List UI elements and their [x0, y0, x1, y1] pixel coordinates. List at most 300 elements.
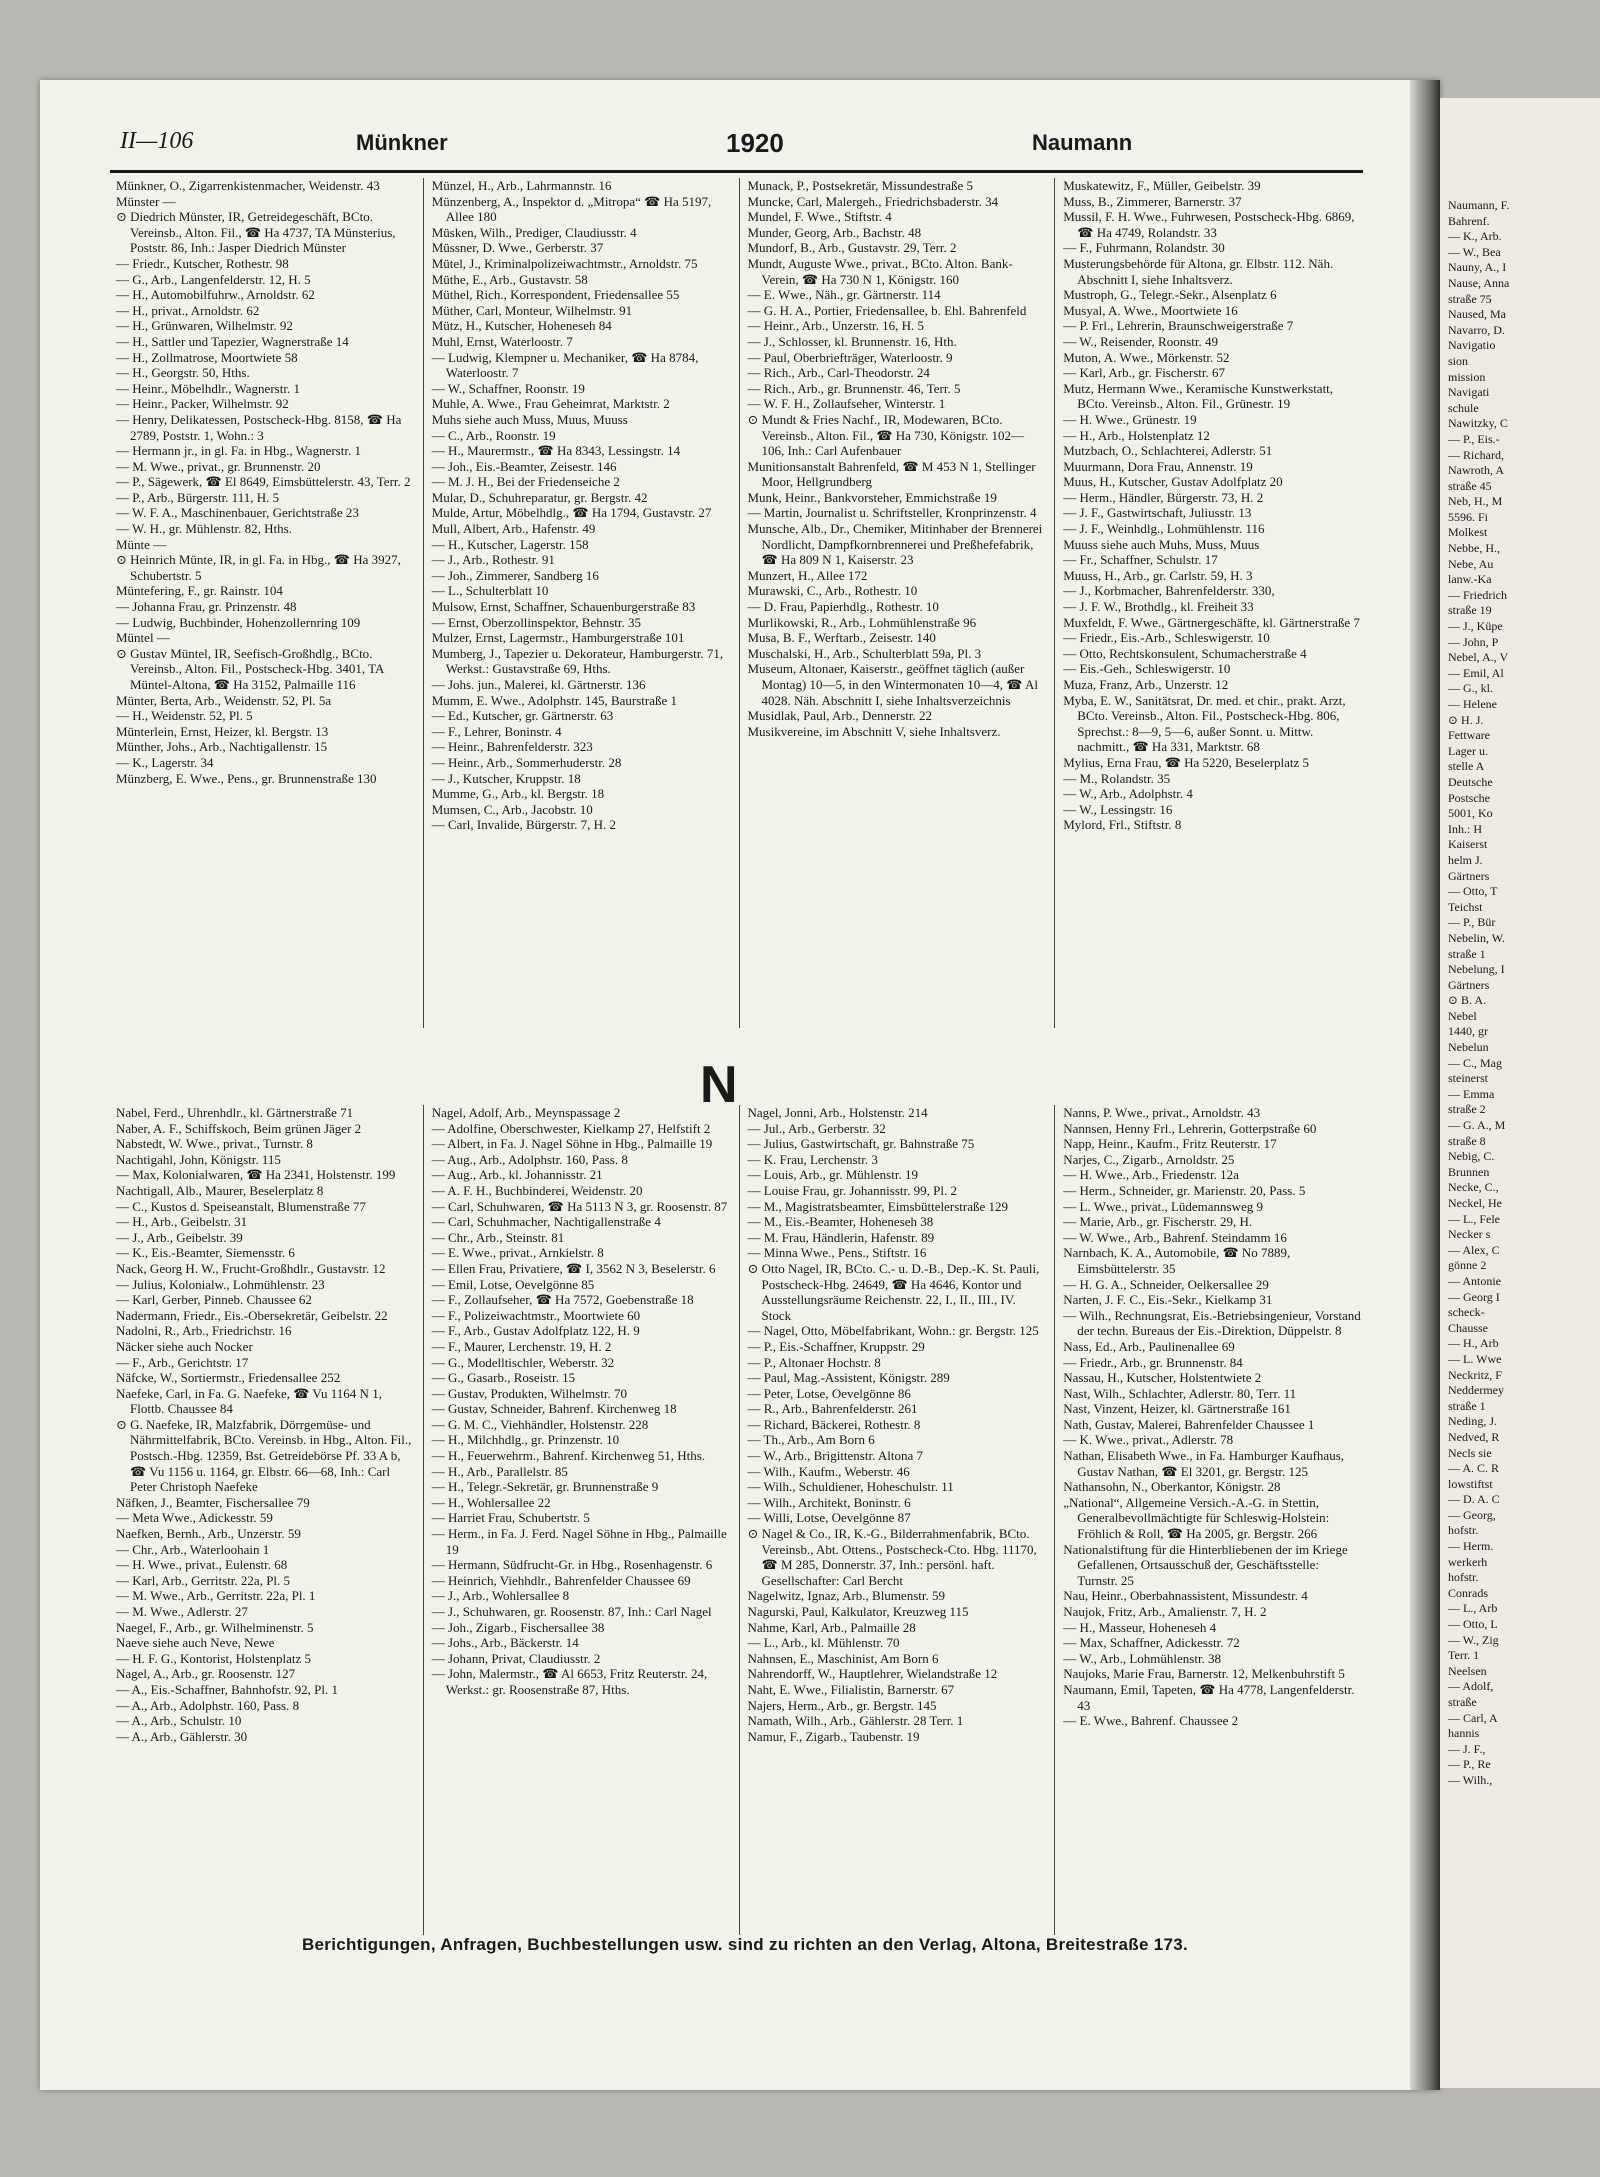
right-keyword: Naumann [1032, 130, 1133, 155]
directory-entry: — M., Magistratsbeamter, Eimsbüttelerstraße 129 [747, 1198, 1009, 1214]
directory-entry: — Johanna Frau, gr. Prinzenstr. 48 [116, 599, 297, 615]
directory-entry: Nagel, Adolf, Arb., Meynspassage 2 [431, 1105, 621, 1120]
directory-entry: Bahrenf. [1448, 213, 1490, 228]
directory-entry: Teichst [1448, 899, 1483, 914]
directory-entry: — F., Arb., Gustav Adolfplatz 122, H. 9 [431, 1323, 640, 1339]
directory-entry: werkerh [1448, 1554, 1488, 1569]
directory-entry: ⊙ H. J. [1448, 712, 1484, 727]
directory-entry: Naujoks, Marie Frau, Barnerstr. 12, Melkenbuhrstift 5 [1063, 1666, 1345, 1682]
directory-entry: — P., Eis.-Schaffner, Kruppstr. 29 [747, 1338, 925, 1354]
directory-entry: Nahnsen, E., Maschinist, Am Born 6 [747, 1650, 939, 1666]
directory-entry: Näfcke, W., Sortiermstr., Friedensallee 252 [116, 1370, 341, 1386]
directory-entry: Mundorf, B., Arb., Gustavstr. 29, Terr. 2 [747, 240, 957, 256]
directory-entry: hannis [1448, 1726, 1480, 1741]
directory-entry: — Friedr., Arb., gr. Brunnenstr. 84 [1063, 1354, 1243, 1370]
directory-entry: — J. F., [1448, 1741, 1486, 1756]
directory-entry: Mulde, Artur, Möbelhdlg., ☎ Ha 1794, Gustavstr. 27 [431, 505, 712, 521]
directory-columns-bottom [108, 1105, 1370, 1935]
directory-entry: — P., Altonaer Hochstr. 8 [747, 1354, 881, 1370]
directory-entry: — Nagel, Otto, Möbelfabrikant, Wohn.: gr. Bergstr. 125 [747, 1323, 1039, 1339]
directory-entry: Inh.: H [1448, 821, 1482, 836]
directory-entry: Näcker siehe auch Nocker [116, 1338, 253, 1354]
directory-entry: — Louise Frau, gr. Johannisstr. 99, Pl. 2 [747, 1182, 957, 1198]
directory-entry: — Albert, in Fa. J. Nagel Söhne in Hbg., Palmaille 19 [431, 1136, 713, 1152]
directory-entry: — Karl, Gerber, Pinneb. Chaussee 62 [116, 1292, 312, 1308]
directory-entry: — J., Arb., Wohlersallee 8 [431, 1588, 570, 1604]
directory-entry: Nast, Wilh., Schlachter, Adlerstr. 80, Terr. 11 [1063, 1385, 1297, 1401]
directory-entry: — Heinr., Bahrenfelderstr. 323 [431, 739, 593, 755]
directory-entry: Nassau, H., Kutscher, Holstentwiete 2 [1063, 1370, 1262, 1386]
directory-entry: Narten, J. F. C., Eis.-Sekr., Kielkamp 31 [1063, 1292, 1273, 1308]
directory-entry: Naumann, Emil, Tapeten, ☎ Ha 4778, Langenfelderstr. 43 [1063, 1681, 1355, 1713]
directory-entry: Neding, J. [1448, 1414, 1497, 1429]
directory-entry: — Julius, Gastwirtschaft, gr. Bahnstraße 75 [747, 1136, 975, 1152]
directory-entry: ⊙ G. Naefeke, IR, Malzfabrik, Dörrgemüse- und Nährmittelfabrik, BCto. Vereinsb. in Hbg., Alton. Fil., Postsch.-Hbg. 12359, Bst. Getreidebörse Pf. 33 A b, ☎ Vu 1156 u. 1164, gr. Elbstr. 66—68, Inh.: Carl Peter Christoph Naefeke [116, 1416, 412, 1495]
directory-entry: — H., Arb [1448, 1336, 1499, 1351]
directory-entry: lowstiftst [1448, 1476, 1493, 1491]
directory-entry: — Otto, Rechtskonsulent, Schumacherstraße 4 [1063, 645, 1307, 661]
directory-entry: Nagel, A., Arb., gr. Roosenstr. 127 [116, 1666, 296, 1682]
directory-entry: — Paul, Oberbriefträger, Waterloostr. 9 [747, 349, 953, 365]
directory-entry: Nau, Heinr., Oberbahnassistent, Missundestr. 4 [1063, 1588, 1308, 1604]
directory-entry: — Carl, A [1448, 1710, 1498, 1725]
directory-entry: — Herm. [1448, 1539, 1494, 1554]
directory-entry: — Meta Wwe., Adickesstr. 59 [116, 1510, 273, 1526]
directory-entry: Nachtigall, Alb., Maurer, Beselerplatz 8 [116, 1182, 324, 1198]
directory-entry: — Louis, Arb., gr. Mühlenstr. 19 [747, 1167, 918, 1183]
directory-entry: — Chr., Arb., Steinstr. 81 [431, 1229, 565, 1245]
directory-entry: Müthe, E., Arb., Gustavstr. 58 [431, 271, 588, 287]
adjacent-page-fragment [1440, 98, 1600, 2088]
directory-entry: Nedved, R [1448, 1429, 1500, 1444]
directory-entry: 5001, Ko [1448, 806, 1493, 821]
directory-entry: — Emma [1448, 1086, 1495, 1101]
directory-entry: Narjes, C., Zigarb., Arnoldstr. 25 [1063, 1151, 1235, 1167]
directory-entry: Müther, Carl, Monteur, Wilhelmstr. 91 [431, 302, 633, 318]
directory-entry: Munder, Georg, Arb., Bachstr. 48 [747, 224, 922, 240]
directory-entry: Munack, P., Postsekretär, Missundestraße 5 [747, 178, 974, 193]
book-gutter [1410, 80, 1440, 2090]
directory-entry: Müssner, D. Wwe., Gerberstr. 37 [431, 240, 604, 256]
directory-entry: — H., Wohlersallee 22 [431, 1494, 551, 1510]
directory-entry: — John, P [1448, 634, 1499, 649]
directory-entry: — C., Kustos d. Speiseanstalt, Blumenstraße 77 [116, 1198, 366, 1214]
directory-entry: Münte — [116, 536, 167, 552]
directory-entry: — M., Eis.-Beamter, Hoheneseh 38 [747, 1214, 934, 1230]
directory-entry: schule [1448, 400, 1479, 415]
directory-entry: — Heinrich, Viehhdlr., Bahrenfelder Chaussee 69 [431, 1572, 691, 1588]
directory-entry: — Alex, C [1448, 1242, 1500, 1257]
directory-entry: Nabel, Ferd., Uhrenhdlr., kl. Gärtnerstraße 71 [116, 1105, 354, 1120]
directory-entry: — W., Zig [1448, 1632, 1499, 1647]
directory-entry: — Peter, Lotse, Oevelgönne 86 [747, 1385, 911, 1401]
directory-entry: Münzenberg, A., Inspektor d. „Mitropa“ ☎ Ha 5197, Allee 180 [431, 193, 712, 225]
directory-entry: Brunnen [1448, 1164, 1490, 1179]
directory-entry: — Johs., Arb., Bäckerstr. 14 [431, 1635, 579, 1651]
directory-entry: Mundt, Auguste Wwe., privat., BCto. Alton. Bank-Verein, ☎ Ha 730 N 1, Königstr. 160 [747, 255, 1013, 287]
directory-entry: — F., Fuhrmann, Rolandstr. 30 [1063, 240, 1225, 256]
directory-entry: — R., Arb., Bahrenfelderstr. 261 [747, 1401, 918, 1417]
directory-entry: — Adolf, [1448, 1679, 1494, 1694]
directory-entry: Napp, Heinr., Kaufm., Fritz Reuterstr. 17 [1063, 1136, 1277, 1152]
directory-entry: Müthel, Rich., Korrespondent, Friedensallee 55 [431, 287, 680, 303]
directory-entry: — M. Wwe., Arb., Gerritstr. 22a, Pl. 1 [116, 1588, 316, 1604]
directory-entry: — L., Arb [1448, 1601, 1498, 1616]
directory-entry: — J., Arb., Geibelstr. 39 [116, 1229, 243, 1245]
directory-entry: Mundel, F. Wwe., Stiftstr. 4 [747, 209, 892, 225]
directory-entry: Narnbach, K. A., Automobile, ☎ No 7889, Eimsbüttelerstr. 35 [1063, 1245, 1291, 1276]
directory-entry: — D. Frau, Papierhdlg., Rothestr. 10 [747, 599, 939, 615]
directory-entry: — H., Maurermstr., ☎ Ha 8343, Lessingstr. 14 [431, 443, 681, 459]
directory-entry: — P., Bür [1448, 915, 1496, 930]
directory-entry: ⊙ Heinrich Münte, IR, in gl. Fa. in Hbg., ☎ Ha 3927, Schubertstr. 5 [116, 552, 401, 583]
directory-entry: — E. Wwe., Bahrenf. Chaussee 2 [1063, 1713, 1239, 1729]
directory-entry: Muton, A. Wwe., Mörkenstr. 52 [1063, 349, 1230, 365]
directory-entry: Naefken, Bernh., Arb., Unzerstr. 59 [116, 1526, 301, 1542]
directory-entry: — J. F. W., Brothdlg., kl. Freiheit 33 [1063, 599, 1254, 615]
directory-entry: — Carl, Schuhwaren, ☎ Ha 5113 N 3, gr. Roosenstr. 87 [431, 1198, 728, 1214]
directory-entry: — J., Schuhwaren, gr. Roosenstr. 87, Inh.: Carl Nagel [431, 1604, 712, 1619]
directory-entry: — W., Arb., Lohmühlenstr. 38 [1063, 1650, 1222, 1666]
directory-entry: — Gustav, Schneider, Bahrenf. Kirchenweg 18 [431, 1401, 677, 1417]
directory-entry: Munzert, H., Allee 172 [747, 567, 868, 583]
directory-entry: Navigati [1448, 385, 1490, 400]
directory-entry: Museum, Altonaer, Kaiserstr., geöffnet täglich (außer Montag) 10—5, in den Wintermonaten 10—4, ☎ Al 4028. Näh. Abschnitt I, siehe Inhaltsverzeichnis [747, 661, 1038, 708]
directory-entry: — Hermann jr., in gl. Fa. in Hbg., Wagnerstr. 1 [116, 443, 361, 459]
directory-entry: straße 2 [1448, 1102, 1486, 1117]
directory-entry: — C., Arb., Roonstr. 19 [431, 427, 556, 443]
directory-entry: scheck- [1448, 1305, 1485, 1320]
directory-entry: — M., Rolandstr. 35 [1063, 770, 1171, 786]
directory-entry: — J. F., Weinhdlg., Lohmühlenstr. 116 [1063, 521, 1265, 537]
directory-entry: Nause, Anna [1448, 275, 1510, 290]
directory-entry: — G. H. A., Portier, Friedensallee, b. Ehl. Bahrenfeld [747, 302, 1027, 318]
directory-entry: — Marie, Arb., gr. Fischerstr. 29, H. [1063, 1214, 1253, 1230]
directory-entry: — Heinr., Arb., Sommerhuderstr. 28 [431, 754, 622, 770]
directory-entry: straße 45 [1448, 478, 1492, 493]
directory-entry: Namath, Wilh., Arb., Gählerstr. 28 Terr. 1 [747, 1713, 964, 1729]
directory-entry: hofstr. [1448, 1523, 1479, 1538]
directory-entry: — Minna Wwe., Pens., Stiftstr. 16 [747, 1245, 927, 1261]
directory-entry: — Joh., Zimmerer, Sandberg 16 [431, 567, 599, 583]
directory-entry: — Emil, Lotse, Oevelgönne 85 [431, 1276, 595, 1292]
directory-entry: — C., Mag [1448, 1055, 1502, 1070]
directory-entry: — P., Arb., Bürgerstr. 111, H. 5 [116, 489, 280, 505]
directory-entry: Nagel, Jonni, Arb., Holstenstr. 214 [747, 1105, 928, 1120]
left-keyword: Münkner [356, 130, 448, 155]
directory-entry: — H. G. A., Schneider, Oelkersallee 29 [1063, 1276, 1269, 1292]
directory-entry: — Wilh., Rechnungsrat, Eis.-Betriebsingenieur, Vorstand der techn. Bureaus der Eis.-Direktion, Düppelstr. 8 [1063, 1307, 1361, 1339]
directory-columns-top [108, 178, 1370, 1028]
directory-entry: — W. F. A., Maschinenbauer, Gerichtstraße 23 [116, 505, 359, 521]
directory-entry: Nebbe, H., [1448, 541, 1500, 556]
directory-entry: Naht, E. Wwe., Filialistin, Barnerstr. 67 [747, 1681, 955, 1697]
directory-entry: — D. A. C [1448, 1492, 1500, 1507]
directory-column [1440, 98, 1600, 1789]
directory-entry: — Georg, [1448, 1507, 1496, 1522]
directory-entry: — Jul., Arb., Gerberstr. 32 [747, 1120, 886, 1136]
directory-entry: — Herm., Händler, Bürgerstr. 73, H. 2 [1063, 489, 1264, 505]
directory-entry: Naused, Ma [1448, 307, 1506, 322]
directory-entry: Nadermann, Friedr., Eis.-Obersekretär, Geibelstr. 22 [116, 1307, 388, 1323]
directory-entry: Gärtners [1448, 977, 1490, 992]
directory-entry: Muhle, A. Wwe., Frau Geheimrat, Marktstr. 2 [431, 396, 670, 412]
directory-entry: Nathan, Elisabeth Wwe., in Fa. Hamburger Kaufhaus, Gustav Nathan, ☎ El 3201, gr. Bergstr. 125 [1063, 1448, 1345, 1479]
directory-entry: Musyal, A. Wwe., Moortwiete 16 [1063, 302, 1238, 318]
directory-entry: Nahme, Karl, Arb., Palmaille 28 [747, 1619, 916, 1635]
directory-entry: ⊙ Otto Nagel, IR, BCto. C.- u. D.-B., Dep.-K. St. Pauli, Postscheck-Hbg. 24649, ☎ Ha 4646, Kontor und Ausstellungsräume Reichenstr. 22, I., II., III., IV. Stock [747, 1260, 1040, 1323]
directory-entry: Nannsen, Henny Frl., Lehrerin, Gotterpstraße 60 [1063, 1120, 1317, 1136]
directory-entry: straße 75 [1448, 291, 1492, 306]
directory-entry: Mutzbach, O., Schlachterei, Adlerstr. 51 [1063, 443, 1273, 459]
directory-entry: — W., Schaffner, Roonstr. 19 [431, 380, 585, 396]
directory-entry: Nebe, Au [1448, 556, 1494, 571]
directory-entry: Molkest [1448, 525, 1488, 540]
directory-entry: Neckel, He [1448, 1196, 1502, 1210]
year: 1920 [726, 128, 784, 158]
directory-entry: — H., privat., Arnoldstr. 62 [116, 302, 260, 318]
directory-entry: — K., Lagerstr. 34 [116, 754, 214, 770]
directory-entry: Nabstedt, W. Wwe., privat., Turnstr. 8 [116, 1136, 313, 1152]
directory-entry: — A., Arb., Schulstr. 10 [116, 1713, 242, 1729]
directory-entry: — Heinr., Packer, Wilhelmstr. 92 [116, 396, 289, 412]
directory-entry: Nebelun [1448, 1040, 1489, 1055]
directory-entry: — M. Wwe., privat., gr. Brunnenstr. 20 [116, 458, 321, 474]
directory-entry: — P., Eis.- [1448, 431, 1500, 446]
directory-entry: — Max, Schaffner, Adickesstr. 72 [1063, 1635, 1240, 1651]
directory-entry: „National“, Allgemeine Versich.-A.-G. in Stettin, Generalbevollmächtigte für Schleswig-Holstein: Fröhlich & Roll, ☎ Ha 2005, gr. Bergstr. 266 [1063, 1494, 1330, 1542]
directory-entry: Naeve siehe auch Neve, Newe [116, 1635, 275, 1651]
directory-entry: sion [1448, 353, 1469, 368]
directory-entry: — W. F. H., Zollaufseher, Winterstr. 1 [747, 396, 946, 412]
directory-entry: Näfken, J., Beamter, Fischersallee 79 [116, 1494, 310, 1510]
directory-entry: Mylius, Erna Frau, ☎ Ha 5220, Beselerplatz 5 [1063, 754, 1310, 770]
directory-entry: — Johann, Privat, Claudiusstr. 2 [431, 1650, 601, 1666]
directory-entry: — Fr., Schaffner, Schulstr. 17 [1063, 552, 1218, 568]
directory-entry: Nationalstiftung für die Hinterbliebenen der im Kriege Gefallenen, Ortsausschuß der, Geschäftsstelle: Turnstr. 25 [1063, 1541, 1348, 1588]
directory-entry: Mutz, Hermann Wwe., Keramische Kunstwerkstatt, BCto. Vereinsb., Alton. Fil., Grünestr. 19 [1063, 380, 1334, 412]
directory-entry: Necls sie [1448, 1445, 1492, 1460]
directory-entry: Kaiserst [1448, 837, 1488, 852]
directory-entry: Conrads [1448, 1585, 1488, 1600]
directory-entry: — G., Gasarb., Roseistr. 15 [431, 1370, 576, 1386]
page-number: II—106 [120, 128, 194, 154]
directory-entry: Muhl, Ernst, Waterloostr. 7 [431, 333, 573, 349]
directory-entry: — Adolfine, Oberschwester, Kielkamp 27, Helfstift 2 [431, 1120, 711, 1136]
directory-entry: Mumberg, J., Tapezier u. Dekorateur, Hamburgerstr. 71, Werkst.: Gustavstraße 69, Hths. [431, 645, 724, 677]
directory-entry: Nebel [1448, 1008, 1477, 1023]
directory-entry: — Joh., Eis.-Beamter, Zeisestr. 146 [431, 458, 617, 474]
directory-entry: — Richard, Bäckerei, Rothestr. 8 [747, 1416, 921, 1432]
directory-entry: — P., Sägewerk, ☎ El 8649, Eimsbüttelerstr. 43, Terr. 2 [116, 474, 411, 490]
directory-entry: — Helene [1448, 697, 1497, 711]
directory-entry: — W. Wwe., Arb., Bahrenf. Steindamm 16 [1063, 1229, 1287, 1245]
directory-entry: Nahrendorff, W., Hauptlehrer, Wielandstraße 12 [747, 1666, 998, 1682]
directory-entry: mission [1448, 369, 1486, 384]
directory-entry: — Carl, Invalide, Bürgerstr. 7, H. 2 [431, 817, 617, 833]
directory-entry: Myba, E. W., Sanitätsrat, Dr. med. et chir., prakt. Arzt, BCto. Vereinsb., Alton. Fil., Postscheck-Hbg. 806, Sprechst.: 8—9, 5—6, außer Sonnt. u. Mittw. nachmitt., ☎ Ha 331, Marktstr. 68 [1063, 692, 1346, 755]
directory-entry: straße 1 [1448, 1398, 1486, 1413]
directory-entry: — Herm., Schneider, gr. Marienstr. 20, Pass. 5 [1063, 1182, 1306, 1198]
directory-entry: — A. C. R [1448, 1461, 1500, 1476]
directory-entry: Muuss, H., Arb., gr. Carlstr. 59, H. 3 [1063, 567, 1253, 583]
directory-entry: — A., Eis.-Schaffner, Bahnhofstr. 92, Pl. 1 [116, 1681, 339, 1697]
directory-entry: Mussil, F. H. Wwe., Fuhrwesen, Postscheck-Hbg. 6869, ☎ Ha 4749, Rolandstr. 33 [1063, 209, 1355, 240]
directory-column [1054, 1105, 1370, 1935]
directory-entry: — Ernst, Oberzollinspektor, Behnstr. 35 [431, 614, 642, 630]
directory-entry: — K. Frau, Lerchenstr. 3 [747, 1151, 878, 1167]
directory-entry: Nebelung, I [1448, 962, 1505, 977]
directory-entry: Musikvereine, im Abschnitt V, siehe Inhaltsverz. [747, 723, 1001, 739]
directory-entry: Naber, A. F., Schiffskoch, Beim grünen Jäger 2 [116, 1120, 362, 1136]
directory-entry: — Ludwig, Klempner u. Mechaniker, ☎ Ha 8784, Waterloostr. 7 [431, 349, 699, 381]
directory-entry: — A. F. H., Buchbinderei, Weidenstr. 20 [431, 1182, 643, 1198]
directory-entry: — Friedr., Eis.-Arb., Schleswigerstr. 10 [1063, 630, 1270, 646]
directory-entry: — Chr., Arb., Waterloohain 1 [116, 1541, 270, 1557]
directory-entry: — Wilh., [1448, 1772, 1493, 1787]
directory-entry: — Henry, Delikatessen, Postscheck-Hbg. 8158, ☎ Ha 2789, Poststr. 1, Wohn.: 3 [116, 411, 402, 443]
directory-entry: — H., Georgstr. 50, Hths. [116, 365, 250, 381]
directory-entry: — M. Frau, Händlerin, Hafenstr. 89 [747, 1229, 935, 1245]
directory-entry: — Eis.-Geh., Schleswigerstr. 10 [1063, 661, 1231, 677]
directory-entry: — F., Polizeiwachtmstr., Moortwiete 60 [431, 1307, 641, 1323]
directory-entry: — A., Arb., Gählerstr. 30 [116, 1728, 248, 1744]
publisher-footer: Berichtigungen, Anfragen, Buchbestellungen usw. sind zu richten an den Verlag, Altona, Breitestraße 173. [301, 1935, 1189, 1954]
directory-entry: Mumsen, C., Arb., Jacobstr. 10 [431, 801, 593, 817]
directory-entry: — E. Wwe., Näh., gr. Gärtnerstr. 114 [747, 287, 941, 303]
directory-column [108, 1105, 423, 1935]
directory-entry: Nachtigahl, John, Königstr. 115 [116, 1151, 281, 1167]
directory-entry: Muuss siehe auch Muhs, Muss, Muus [1063, 536, 1260, 552]
directory-entry: lanw.-Ka [1448, 572, 1492, 587]
directory-entry: — Emil, Al [1448, 665, 1504, 680]
directory-entry: — Joh., Zigarb., Fischersallee 38 [431, 1619, 605, 1635]
directory-entry: Mumm, E. Wwe., Adolphstr. 145, Baurstraße 1 [431, 692, 678, 708]
directory-entry: — G., Arb., Langenfelderstr. 12, H. 5 [116, 271, 311, 287]
directory-entry: Muus, H., Kutscher, Gustav Adolfplatz 20 [1063, 474, 1283, 490]
directory-entry: Mütz, H., Kutscher, Hoheneseh 84 [431, 318, 612, 334]
directory-entry: Münzberg, E. Wwe., Pens., gr. Brunnenstraße 130 [116, 770, 377, 786]
directory-entry: Terr. 1 [1448, 1648, 1480, 1663]
directory-entry: Muxfeldt, F. Wwe., Gärtnergeschäfte, kl. Gärtnerstraße 7 [1063, 614, 1360, 630]
directory-entry: — G., Modelltischler, Weberstr. 32 [431, 1354, 615, 1370]
directory-entry: Postsche [1448, 790, 1490, 805]
directory-entry: — Johs. jun., Malerei, kl. Gärtnerstr. 136 [431, 677, 646, 692]
directory-entry: — Wilh., Schuldiener, Hoheschulstr. 11 [747, 1479, 954, 1495]
directory-entry: Gärtners [1448, 868, 1490, 883]
directory-entry: — Wilh., Kaufm., Weberstr. 46 [747, 1463, 910, 1479]
directory-entry: — Richard, [1448, 447, 1504, 462]
directory-entry: straße 8 [1448, 1133, 1486, 1148]
directory-entry: helm J. [1448, 852, 1483, 867]
directory-entry: Münkner, O., Zigarrenkistenmacher, Weidenstr. 43 [116, 178, 380, 193]
directory-entry: — J., Korbmacher, Bahrenfelderstr. 330, [1063, 583, 1275, 599]
directory-entry: Nadolni, R., Arb., Friedrichstr. 16 [116, 1323, 292, 1339]
directory-entry: Nawitzky, C [1448, 416, 1508, 431]
directory-entry: — Aug., Arb., Adolphstr. 160, Pass. 8 [431, 1151, 628, 1167]
directory-entry: Neddermey [1448, 1383, 1504, 1398]
directory-entry: — L. Wwe [1448, 1351, 1502, 1366]
directory-entry: Naefeke, Carl, in Fa. G. Naefeke, ☎ Vu 1164 N 1, Flottb. Chaussee 84 [116, 1385, 382, 1417]
directory-column [739, 178, 1055, 1028]
directory-entry: — Julius, Kolonialw., Lohmühlenstr. 23 [116, 1276, 325, 1292]
directory-entry: — L., Fele [1448, 1211, 1500, 1226]
directory-entry: — H., Masseur, Hoheneseh 4 [1063, 1619, 1217, 1635]
directory-entry: Münterlein, Ernst, Heizer, kl. Bergstr. 13 [116, 723, 329, 739]
directory-entry: — F., Maurer, Lerchenstr. 19, H. 2 [431, 1338, 612, 1354]
directory-entry: Mulzer, Ernst, Lagermstr., Hamburgerstraße 101 [431, 630, 685, 646]
directory-entry: Mylord, Frl., Stiftstr. 8 [1063, 817, 1182, 833]
directory-entry: Müntel — [116, 630, 170, 646]
directory-entry: — Otto, L [1448, 1617, 1498, 1632]
directory-entry: — F., Arb., Gerichtstr. 17 [116, 1354, 249, 1370]
directory-entry: Deutsche [1448, 774, 1493, 789]
directory-entry: — H. Wwe., Arb., Friedenstr. 12a [1063, 1167, 1239, 1183]
directory-entry: — Wilh., Architekt, Boninstr. 6 [747, 1494, 911, 1510]
directory-entry: Nagurski, Paul, Kalkulator, Kreuzweg 115 [747, 1604, 969, 1619]
directory-entry: Nebelin, W. [1448, 930, 1505, 945]
section-letter: N [700, 1056, 738, 1114]
directory-entry: ⊙ Gustav Müntel, IR, Seefisch-Großhdlg., BCto. Vereinsb., Alton. Fil., Postscheck-Hbg. 3401, TA Müntel-Altona, ☎ Ha 3152, Palmaille 116 [116, 645, 384, 692]
directory-entry: Neb, H., M [1448, 494, 1503, 509]
directory-entry: Müntefering, F., gr. Rainstr. 104 [116, 583, 283, 599]
directory-column [423, 1105, 739, 1935]
directory-entry: straße [1448, 1695, 1477, 1709]
directory-entry: Murawski, C., Arb., Rothestr. 10 [747, 583, 918, 599]
directory-column [423, 178, 739, 1028]
directory-entry: — A., Arb., Adolphstr. 160, Pass. 8 [116, 1697, 300, 1713]
directory-entry: — H., Kutscher, Lagerstr. 158 [431, 536, 589, 552]
directory-entry: Munsche, Alb., Dr., Chemiker, Mitinhaber der Brennerei Nordlicht, Dampfkornbrennerei und Preßhefefabrik, ☎ Ha 809 N 1, Kaiserstr. 23 [747, 521, 1043, 568]
directory-entry: Muurmann, Dora Frau, Annenstr. 19 [1063, 458, 1253, 474]
directory-entry: ⊙ Nagel & Co., IR, K.-G., Bilderrahmenfabrik, BCto. Vereinsb., Abt. Ottens., Postscheck-Cto. Hbg. 11170, ☎ M 285, Donnerstr. 37, Inh.: persönl. haft. Gesellschafter: Carl Bercht [747, 1526, 1037, 1588]
directory-entry: Nebig, C. [1448, 1149, 1495, 1164]
directory-entry: Chausse [1448, 1320, 1488, 1335]
directory-entry: Muskatewitz, F., Müller, Geibelstr. 39 [1063, 178, 1261, 193]
directory-entry: Münther, Johs., Arb., Nachtigallenstr. 15 [116, 739, 328, 755]
directory-entry: Naumann, F. [1448, 198, 1510, 212]
directory-entry: Nagelwitz, Ignaz, Arb., Blumenstr. 59 [747, 1588, 945, 1604]
directory-entry: — Heinr., Arb., Unzerstr. 16, H. 5 [747, 318, 925, 334]
directory-entry: — Otto, T [1448, 884, 1498, 899]
directory-entry: Nast, Vinzent, Heizer, kl. Gärtnerstraße 161 [1063, 1401, 1291, 1417]
directory-entry: Mumme, G., Arb., kl. Bergstr. 18 [431, 786, 605, 802]
directory-entry: — K., Arb. [1448, 229, 1502, 244]
directory-entry: — J. F., Gastwirtschaft, Juliusstr. 13 [1063, 505, 1252, 521]
directory-entry: Naujok, Fritz, Arb., Amalienstr. 7, H. 2 [1063, 1604, 1267, 1619]
directory-entry: — F., Lehrer, Boninstr. 4 [431, 723, 562, 739]
directory-entry: — Hermann, Südfrucht-Gr. in Hbg., Rosenhagenstr. 6 [431, 1557, 713, 1573]
directory-entry: Nack, Georg H. W., Frucht-Großhdlr., Gustavstr. 12 [116, 1260, 386, 1276]
directory-entry: Namur, F., Zigarb., Taubenstr. 19 [747, 1728, 920, 1744]
directory-entry: Munk, Heinr., Bankvorsteher, Emmichstraße 19 [747, 489, 997, 505]
directory-entry: — Karl, Arb., gr. Fischerstr. 67 [1063, 365, 1226, 381]
directory-entry: — H. Wwe., Grünestr. 19 [1063, 411, 1197, 427]
directory-entry: ⊙ Mundt & Fries Nachf., IR, Modewaren, BCto. Vereinsb., Alton. Fil., ☎ Ha 730, Königstr. 102—106, Inh.: Carl Aufenbauer [747, 411, 1024, 459]
directory-entry: — H., Weidenstr. 52, Pl. 5 [116, 708, 253, 724]
directory-entry: — Ed., Kutscher, gr. Gärtnerstr. 63 [431, 708, 614, 724]
directory-entry: — Gustav, Produkten, Wilhelmstr. 70 [431, 1385, 627, 1401]
directory-entry: Necker s [1448, 1227, 1491, 1242]
directory-entry: — Heinr., Möbelhdlr., Wagnerstr. 1 [116, 380, 300, 396]
directory-entry: Münzel, H., Arb., Lahrmannstr. 16 [431, 178, 612, 193]
directory-entry: Muhs siehe auch Muss, Muus, Muuss [431, 411, 628, 427]
directory-entry: Naegel, F., Arb., gr. Wilhelminenstr. 5 [116, 1619, 314, 1635]
directory-entry: Mull, Albert, Arb., Hafenstr. 49 [431, 521, 596, 537]
directory-entry: — Friedr., Kutscher, Rothestr. 98 [116, 255, 289, 271]
directory-entry: Nathansohn, N., Oberkantor, Königstr. 28 [1063, 1479, 1281, 1495]
directory-entry: — Rich., Arb., Carl-Theodorstr. 24 [747, 365, 930, 381]
